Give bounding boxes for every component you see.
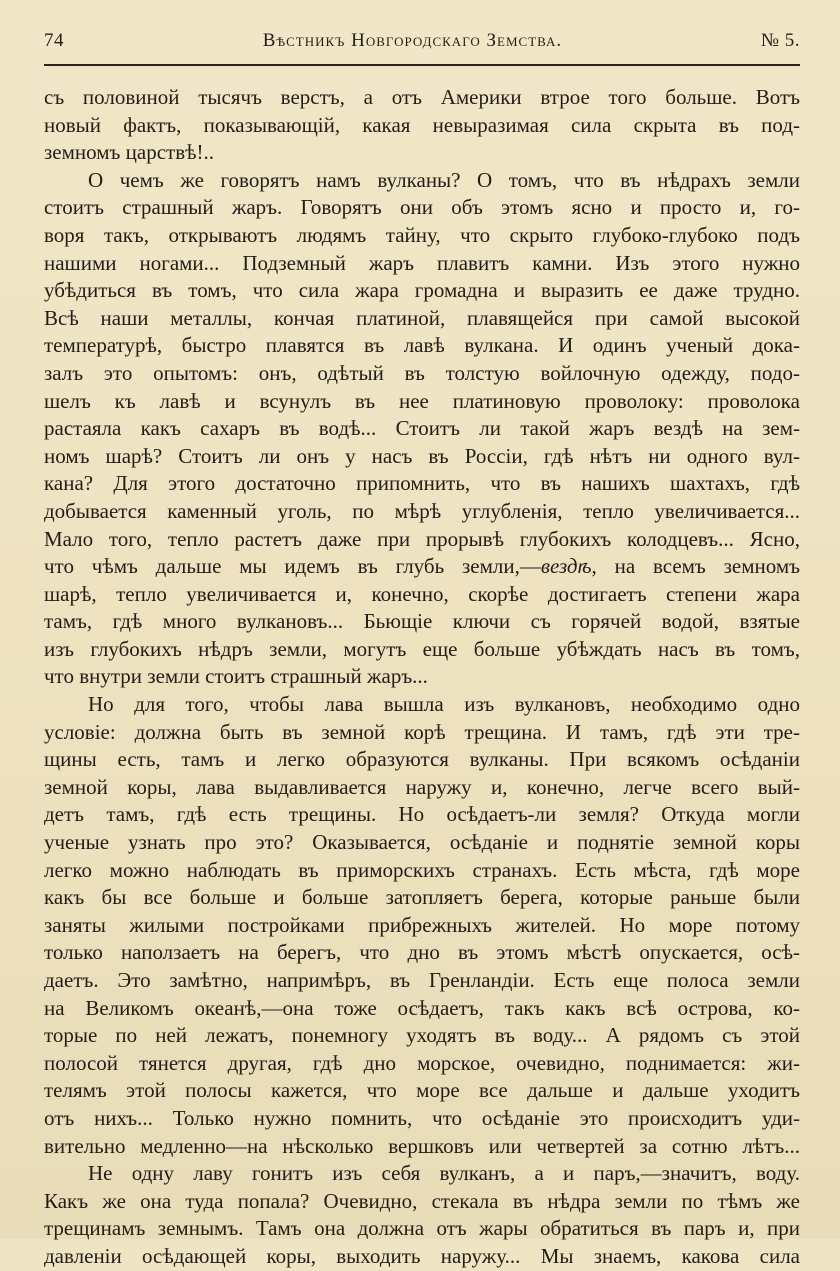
text-line: на Великомъ океанѣ,—она тоже осѣдаетъ, такъ какъ всѣ острова, ко- — [44, 995, 800, 1020]
text-line: температурѣ, быстро плавятся въ лавѣ вулкана. И одинъ ученый дока- — [44, 333, 800, 358]
text-line: даетъ. Это замѣтно, напримѣръ, въ Гренландіи. Есть еще полоса земли — [44, 968, 800, 992]
text-line: детъ тамъ, гдѣ есть трещины. Но осѣдаетъ-ли земля? Откуда могли — [44, 802, 800, 827]
text-line: какъ бы все больше и больше затопляетъ берега, которые раньше были — [44, 885, 800, 910]
text-line: стоитъ страшный жаръ. Говорятъ они объ этомъ ясно и просто и, го- — [44, 195, 800, 220]
text-line: щины есть, тамъ и легко образуются вулканы. При всякомъ осѣданіи — [44, 747, 800, 772]
text-line: новый фактъ, показывающій, какая невыразимая сила скрыта въ под- — [44, 112, 800, 137]
text-line: добывается каменный уголь, по мѣрѣ углубленія, тепло увеличивается... — [44, 498, 800, 523]
text-line: земномъ царствѣ!.. — [44, 140, 215, 165]
text-line: изъ глубокихъ нѣдръ земли, могутъ еще больше убѣждать насъ въ томъ, — [44, 636, 800, 661]
text-line: давленіи осѣдающей коры, выходить наружу... Мы знаемъ, какова сила — [44, 1243, 800, 1268]
text-line: номъ шарѣ? Стоитъ ли онъ у насъ въ Россіи, гдѣ нѣтъ ни одного вул- — [44, 443, 800, 468]
text-line: Не одну лаву гонитъ изъ себя вулканъ, а и паръ,—значитъ, воду. — [88, 1161, 800, 1186]
text-line: заняты жилыми постройками прибрежныхъ жителей. Но море потому — [44, 912, 800, 937]
text-line: убѣдиться въ томъ, что сила жара громадна и выразить ее даже трудно. — [44, 278, 800, 303]
text-segment: , на всемъ земномъ — [591, 554, 800, 579]
text-line: съ половиной тысячъ верстъ, а отъ Америки втрое того больше. Вотъ — [44, 85, 800, 109]
text-line: кана? Для этого достаточно припомнить, что въ нашихъ шахтахъ, гдѣ — [44, 471, 800, 496]
text-line: условіе: должна быть въ земной корѣ трещина. И тамъ, гдѣ эти тре- — [44, 719, 800, 744]
text-line: воря такъ, открываютъ людямъ тайну, что скрыто глубоко-глубоко подъ — [44, 222, 800, 247]
text-segment: что чѣмъ дальше мы идемъ въ глубь земли,— — [44, 554, 541, 579]
text-line: растаяла какъ сахаръ въ водѣ... Стоитъ ли такой жаръ вездѣ на зем- — [44, 416, 800, 441]
text-line: только наползаетъ на берегъ, что дно въ этомъ мѣстѣ опускается, осѣ- — [44, 940, 800, 965]
text-line: вительно медленно—на нѣсколько вершковъ или четвертей за сотню лѣтъ... — [44, 1133, 800, 1158]
text-line: торые по ней лежатъ, понемногу уходятъ въ воду... А рядомъ съ этой — [44, 1023, 800, 1048]
text-line: залъ это опытомъ: онъ, одѣтый въ толстую войлочную одежду, подо- — [44, 360, 800, 385]
text-line: тамъ, гдѣ много вулкановъ... Бьющіе ключи съ горячей водой, взятые — [44, 609, 800, 634]
text-line: земной коры, лава выдавливается наружу и, конечно, легче всего вый- — [44, 774, 800, 799]
text-line: шарѣ, тепло увеличивается и, конечно, скорѣе достигаетъ степени жара — [44, 581, 800, 606]
text-line: Какъ же она туда попала? Очевидно, стекала въ нѣдра земли по тѣмъ же — [44, 1188, 800, 1213]
text-line — [44, 553, 800, 581]
text-line: легко можно наблюдать въ приморскихъ странахъ. Есть мѣста, гдѣ море — [44, 857, 800, 882]
text-line: нашими ногами... Подземный жаръ плавитъ камни. Изъ этого нужно — [44, 250, 800, 275]
body-text — [44, 84, 800, 1271]
text-line: отъ нихъ... Только нужно помнить, что осѣданіе это происходитъ уди- — [44, 1105, 800, 1130]
text-line: трещинамъ земнымъ. Тамъ она должна отъ жары обратиться въ паръ и, при — [44, 1216, 800, 1241]
journal-title: Вѣстникъ Новгородскаго Земства. — [262, 30, 563, 51]
italic-emphasis: вездѣ — [540, 554, 592, 579]
header-rule — [44, 64, 800, 66]
text-line: Мало того, тепло растетъ даже при прорывѣ глубокихъ колодцевъ... Ясно, — [44, 526, 800, 551]
text-line: телямъ этой полосы кажется, что море все дальше и дальше уходитъ — [44, 1078, 800, 1103]
text-line: О чемъ же говорятъ намъ вулканы? О томъ, что въ нѣдрахъ земли — [88, 167, 800, 192]
issue-number: № 5. — [760, 30, 800, 51]
text-line: Всѣ наши металлы, кончая платиной, плавящейся при самой высокой — [44, 305, 800, 330]
running-header — [44, 30, 800, 58]
page-number: 74 — [44, 30, 64, 51]
text-line: ученые узнать про это? Оказывается, осѣданіе и поднятіе земной коры — [44, 830, 800, 855]
text-line: полосой тянется другая, гдѣ дно морское, очевидно, поднимается: жи- — [44, 1050, 800, 1075]
text-line: что внутри земли стоитъ страшный жаръ... — [44, 664, 428, 689]
text-line: Но для того, чтобы лава вышла изъ вулкановъ, необходимо одно — [88, 692, 800, 717]
text-line: шелъ къ лавѣ и всунулъ въ нее платиновую проволоку: проволока — [44, 388, 800, 413]
